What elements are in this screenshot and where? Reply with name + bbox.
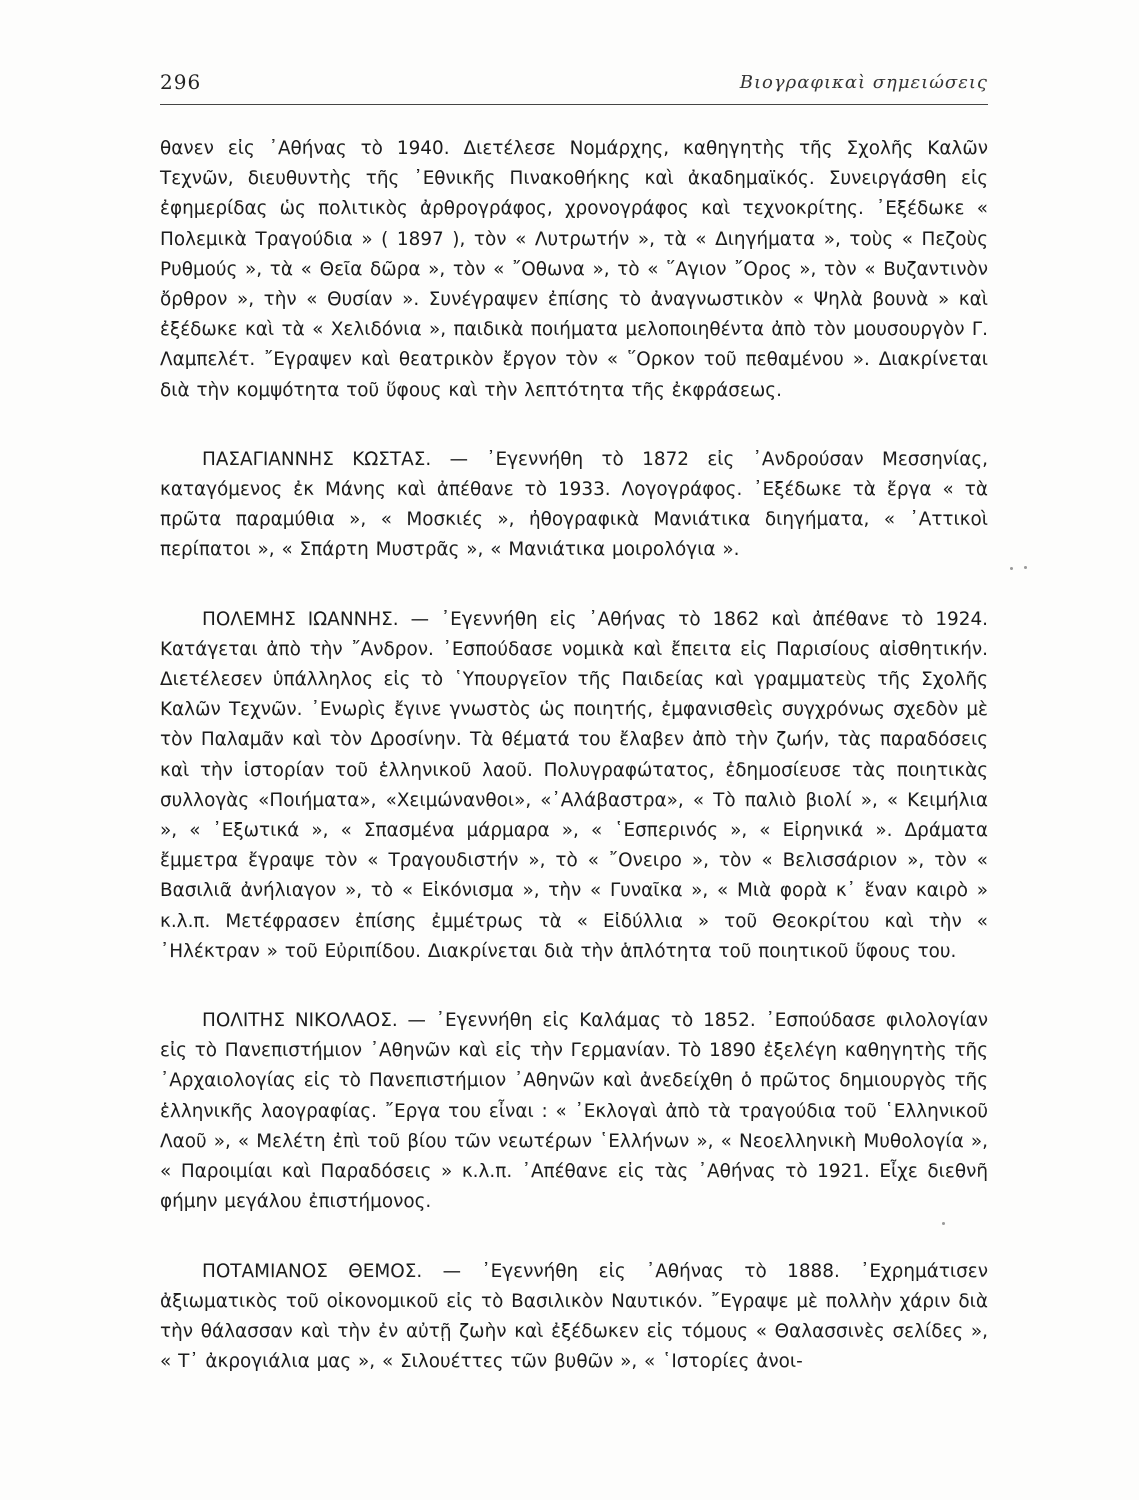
entry-paragraph: ΠΟΛΕΜΗΣ ΙΩΑΝΝΗΣ. — ᾿Εγεννήθη εἰς ᾿Αθήνας τὸ 1862 καὶ ἀπέθανε τὸ 1924. Κατάγεται ἀπὸ τὴν ῎Ανδρον. ᾿Εσπούδασε νομικὰ καὶ ἔπειτα εἰς Παρισίους αἰσθητικήν. Διετέλεσεν ὑπάλληλος εἰς τὸ ῾Υπουργεῖον τῆς Παιδείας καὶ γραμματεὺς τῆς Σχολῆς Καλῶν Τεχνῶν. ᾿Ενωρὶς ἔγινε γνωστὸς ὡς ποιητής, ἐμφανισθεὶς συγχρόνως σχεδὸν μὲ τὸν Παλαμᾶν καὶ τὸν Δροσίνην. Τὰ θέματά του ἔλαβεν ἀπὸ τὴν ζωήν, τὰς παραδόσεις καὶ τὴν ἱστορίαν τοῦ ἑλληνικοῦ λαοῦ. Πολυγραφώτατος, ἐδημοσίευσε τὰς ποιητικὰς συλλογὰς «Ποιήματα», «Χειμώνανθοι», «᾿Αλάβαστρα», « Τὸ παλιὸ βιολί », « Κειμήλια », « ᾿Εξωτικά », « Σπασμένα μάρμαρα », « ῾Εσπερινός », « Εἰρηνικά ». Δράματα ἔμμετρα ἔγραψε τὸν « Τραγουδιστήν », τὸ « ῎Ονειρο », τὸν « Βελισσάριον », τὸν « Βασιλιᾶ ἀνήλιαγον », τὸ « Εἰκόνισμα », τὴν « Γυναῖκα », « Μιὰ φορὰ κ᾿ ἕναν καιρὸ » κ.λ.π. Μετέφρασεν ἐπίσης ἐμμέτρως τὰ « Εἰδύλλια » τοῦ Θεοκρίτου καὶ τὴν « ᾿Ηλέκτραν » τοῦ Εὐριπίδου. Διακρίνεται διὰ τὴν ἁπλότητα τοῦ ποιητικοῦ ὕφους του. [160,608,988,962]
print-speck [1010,567,1013,570]
entry-paragraph: ΠΟΤΑΜΙΑΝΟΣ ΘΕΜΟΣ. — ᾿Εγεννήθη εἰς ᾿Αθήνας τὸ 1888. ᾿Εχρημάτισεν ἀξιωματικὸς τοῦ οἰκονομικοῦ εἰς τὸ Βασιλικὸν Ναυτικόν. ῎Εγραψε μὲ πολλὴν χάριν διὰ τὴν θάλασσαν καὶ τὴν ἐν αὐτῇ ζωὴν καὶ ἐξέδωκεν εἰς τόμους « Θαλασσινὲς σελίδες », « Τ᾿ ἀκρογιάλια μας », « Σιλουέττες τῶν βυθῶν », « ῾Ιστορίες ἀνοι- [160,1260,988,1373]
entry-paragraph: ΠΑΣΑΓΙΑΝΝΗΣ ΚΩΣΤΑΣ. — ᾿Εγεννήθη τὸ 1872 εἰς ᾿Ανδρούσαν Μεσσηνίας, καταγόμενος ἐκ Μάνης καὶ ἀπέθανε τὸ 1933. Λογογράφος. ᾿Εξέδωκε τὰ ἔργα « τὰ πρῶτα παραμύθια », « Μοσκιές », ἠθογραφικὰ Μανιάτικα διηγήματα, « ᾿Αττικοὶ περίπατοι », « Σπάρτη Μυστρᾶς », « Μανιάτικα μοιρολόγια ». [160,448,988,561]
entry-pasagiannis [160,445,988,566]
print-speck [1024,566,1027,569]
page-header [160,70,988,104]
entry-potamianos [160,1257,988,1378]
header-rule [160,104,988,105]
page-number: 296 [160,70,202,94]
entry-paragraph: ΠΟΛΙΤΗΣ ΝΙΚΟΛΑΟΣ. — ᾿Εγεννήθη εἰς Καλάμας τὸ 1852. ᾿Εσπούδασε φιλολογίαν εἰς τὸ Πανεπιστήμιον ᾿Αθηνῶν καὶ εἰς τὴν Γερμανίαν. Τὸ 1890 ἐξελέγη καθηγητὴς τῆς ᾿Αρχαιολογίας εἰς τὸ Πανεπιστήμιον ᾿Αθηνῶν καὶ ἀνεδείχθη ὁ πρῶτος δημιουργὸς τῆς ἑλληνικῆς λαογραφίας. ῎Εργα του εἶναι : « ᾿Εκλογαὶ ἀπὸ τὰ τραγούδια τοῦ ῾Ελληνικοῦ Λαοῦ », « Μελέτη ἐπὶ τοῦ βίου τῶν νεωτέρων ῾Ελλήνων », « Νεοελληνικὴ Μυθολογία », « Παροιμίαι καὶ Παραδόσεις » κ.λ.π. ᾿Απέθανε εἰς τὰς ᾿Αθήνας τὸ 1921. Εἶχε διεθνῆ φήμην μεγάλου ἐπιστήμονος. [160,1010,988,1213]
running-head: Βιογραφικαὶ σημειώσεις [739,72,988,93]
body-text [160,134,988,1377]
entry-politis [160,1006,988,1217]
paragraph-continued: θανεν εἰς ᾿Αθήνας τὸ 1940. Διετέλεσε Νομάρχης, καθηγητὴς τῆς Σχολῆς Καλῶν Τεχνῶν, διευθυντὴς τῆς ᾿Εθνικῆς Πινακοθήκης καὶ ἀκαδημαϊκός. Συνειργάσθη εἰς ἐφημερίδας ὡς πολιτικὸς ἀρθρογράφος, χρονογράφος καὶ τεχνοκρίτης. ᾿Εξέδωκε « Πολεμικὰ Τραγούδια » ( 1897 ), τὸν « Λυτρωτήν », τὰ « Διηγήματα », τοὺς « Πεζοὺς Ρυθμούς », τὰ « Θεῖα δῶρα », τὸν « ῎Οθωνα », τὸ « ῞Αγιον ῎Ορος », τὸν « Βυζαντινὸν ὄρθρον », τὴν « Θυσίαν ». Συνέγραψεν ἐπίσης τὸ ἀναγνωστικὸν « Ψηλὰ βουνὰ » καὶ ἐξέδωκε καὶ τὰ « Χελιδόνια », παιδικὰ ποιήματα μελοποιηθέντα ἀπὸ τὸν μουσουργὸν Γ. Λαμπελέτ. ῎Εγραψεν καὶ θεατρικὸν ἔργον τὸν « ῞Ορκον τοῦ πεθαμένου ». Διακρίνεται διὰ τὴν κομψότητα τοῦ ὕφους καὶ τὴν λεπτότητα τῆς ἐκφράσεως. [160,138,988,401]
entry-polemis [160,605,988,967]
print-speck [942,1222,945,1225]
